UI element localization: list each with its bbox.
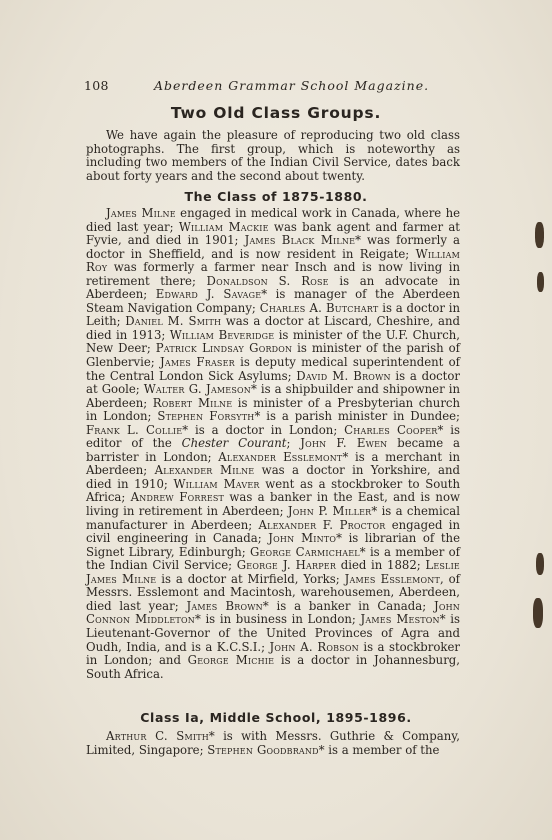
page-stain	[536, 553, 544, 575]
person-name: Leslie James Milne	[86, 558, 460, 586]
person-name: David M. Brown	[296, 368, 391, 383]
person-name: George Michie	[187, 653, 275, 668]
text-run: * was formerly a doctor in Sheffield, and is now resident in Reigate;	[86, 233, 460, 261]
publication-title: Chester Courant	[181, 436, 287, 451]
page-stain	[533, 598, 543, 628]
person-name: Charles Cooper	[344, 422, 438, 437]
person-name: James Meston	[360, 612, 440, 627]
page-stain	[535, 222, 544, 248]
text-run: was bank agent and farmer at Fyvie, and died in 1901;	[86, 219, 460, 248]
person-name: John A. Robson	[269, 639, 359, 654]
text-run: is minister of a Presbyterian church in London;	[86, 395, 460, 424]
text-run: * is a doctor in London;	[182, 422, 345, 437]
text-run: engaged in civil engineering in Canada;	[86, 517, 461, 546]
person-name: Donaldson S. Rose	[206, 273, 329, 288]
text-run: * is a member of the	[318, 742, 440, 757]
person-name: George Carmichael	[249, 544, 360, 559]
text-run: * is in business in London;	[194, 612, 361, 627]
person-name: John P. Miller	[287, 504, 372, 519]
person-name: Patrick Lindsay Gordon	[155, 341, 293, 356]
person-name: William Roy	[86, 246, 460, 275]
text-run: * is librarian of the Signet Library, Edinburgh;	[86, 531, 460, 559]
text-run: was a doctor in Yorkshire, and died in 1910;	[86, 463, 461, 491]
text-run: * is manager of the Aberdeen Steam Navigation Company;	[86, 287, 460, 315]
person-name: Frank L. Collie	[86, 422, 183, 437]
person-name: William Beveridge	[169, 327, 275, 342]
running-title: Aberdeen Grammar School Magazine.	[154, 78, 430, 93]
person-name: William Maver	[173, 476, 260, 491]
text-run: was a banker in the East, and is now living in retirement in Aberdeen;	[86, 490, 460, 519]
person-name: Stephen Forsyth	[157, 409, 255, 424]
person-name: James Black Milne	[244, 233, 356, 248]
text-run: * is a chemical manufacturer in Aberdeen;	[86, 504, 460, 532]
text-run: * is a member of the Indian Civil Service;	[86, 544, 460, 573]
person-name: Robert Milne	[152, 395, 233, 410]
person-name: Walter G. Jameson	[143, 382, 251, 397]
person-name: James Esslemont	[344, 571, 441, 586]
text-run: * is a banker in Canada;	[262, 598, 434, 613]
person-name: John Minto	[268, 531, 337, 546]
section1-heading: The Class of 1875-1880.	[184, 189, 368, 204]
text-run: is a stockbroker in London; and	[86, 639, 460, 668]
text-run: * is editor of the	[86, 422, 460, 451]
person-name: Charles A. Butchart	[259, 300, 379, 315]
person-name: Alexander Esslemont	[218, 449, 343, 464]
text-run: * is Lieutenant-Governor of the United Provinces of Agra and Oudh, India, and is a K.C.S.I.;	[86, 612, 461, 654]
text-run: engaged in medical work in Canada, where he died last year;	[86, 206, 461, 234]
text-run: became a barrister in London;	[86, 436, 461, 464]
text-run: is a doctor in Leith;	[86, 300, 460, 329]
text-run: died in 1882;	[336, 558, 426, 573]
person-name: Andrew Forrest	[130, 490, 225, 505]
text-run: is an advocate in Aberdeen;	[86, 273, 460, 302]
person-name: Arthur C. Smith	[106, 729, 209, 743]
section1-paragraph	[86, 207, 460, 681]
text-run: * is a parish minister in Dundee;	[254, 409, 460, 424]
text-run: was a doctor at Liscard, Cheshire, and died in 1913;	[86, 314, 461, 342]
page-number: 108	[84, 78, 109, 93]
text-run: is a doctor in Johannesburg, South Africa.	[86, 653, 460, 681]
person-name: Edward J. Savage	[155, 287, 262, 302]
person-name: John F. Ewen	[300, 436, 388, 451]
page-header	[84, 78, 469, 94]
text-run: is a doctor at Goole;	[86, 368, 460, 397]
text-run: is minister of the parish of Glenbervie;	[86, 341, 460, 370]
text-run: * is a merchant in Aberdeen;	[86, 449, 461, 478]
section2-heading: Class Ia, Middle School, 1895-1896.	[140, 710, 412, 725]
text-run: * is a shipbuilder and shipowner in Aberdeen;	[86, 382, 460, 410]
text-run: , of Messrs. Esslemont and Macintosh, warehousemen, Aberdeen, died last year;	[86, 571, 460, 613]
person-name: George J. Harper	[236, 558, 337, 573]
person-name: Daniel M. Smith	[125, 314, 222, 329]
text-run: is minister of the U.F. Church, New Deer;	[86, 327, 460, 356]
person-name: John Connon Middleton	[86, 598, 460, 627]
person-name: William Mackie	[178, 219, 269, 234]
person-name: Alexander F. Proctor	[258, 517, 386, 532]
text-run: * is with Messrs. Guthrie & Company, Limited, Singapore;	[86, 729, 460, 757]
text-run: is deputy medical superintendent of the Central London Sick Asylums;	[86, 355, 461, 383]
person-name: James Milne	[106, 206, 176, 220]
text-run: went as a stockbroker to South Africa;	[86, 476, 460, 505]
text-run: was formerly a farmer near Insch and is now living in retirement there;	[86, 260, 460, 288]
section2-paragraph	[86, 730, 460, 757]
person-name: Alexander Milne	[154, 463, 255, 478]
person-name: James Brown	[186, 598, 263, 613]
text-run: ;	[286, 436, 301, 451]
person-name: Stephen Goodbrand	[207, 742, 319, 757]
intro-paragraph: We have again the pleasure of reproducing two old class photographs. The first group, which is noteworthy as including two members of the Indian Civil Service, dates back about forty years and the second about twenty.	[86, 128, 460, 183]
page-stain	[537, 272, 544, 292]
person-name: James Fraser	[159, 355, 235, 370]
text-run: is a doctor at Mirfield, Yorks;	[156, 571, 345, 586]
article-title: Two Old Class Groups.	[170, 104, 382, 122]
